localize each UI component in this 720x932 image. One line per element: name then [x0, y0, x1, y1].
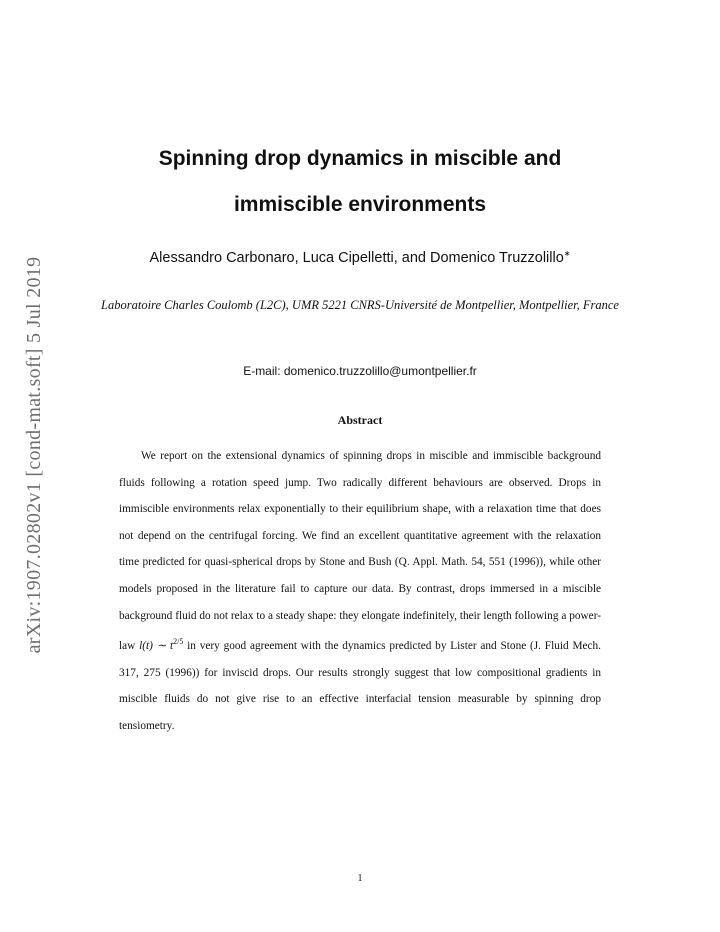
abstract-part-2: in very good agreement with the dynamics predicted by Lister and Stone (J. Fluid Mech. 317, 275 (1996)) for inviscid drops. Our results strongly suggest that low compositional gradients in miscible fluids do not give rise to an effective interfacial tension measurable by spinning drop tensiometry. [119, 639, 601, 732]
paper-title: Spinning drop dynamics in miscible and immiscible environments [158, 147, 562, 216]
arxiv-identifier-stamp: arXiv:1907.02802v1 [cond-mat.soft] 5 Jul 2019 [23, 256, 45, 654]
author-list [100, 249, 620, 266]
affiliation: Laboratoire Charles Coulomb (L2C), UMR 5221 CNRS-Université de Montpellier, Montpellier, France [101, 298, 619, 312]
author-names: Alessandro Carbonaro, Luca Cipelletti, and Domenico Truzzolillo [149, 249, 564, 266]
corresponding-email: E-mail: domenico.truzzolillo@umontpellier.fr [243, 364, 477, 378]
page-number: 1 [357, 873, 363, 884]
abstract-part-1: We report on the extensional dynamics of spinning drops in miscible and immiscible background fluids following a rotation speed jump. Two radically different behaviours are observed. Drops in immiscible environments relax exponentially to their equilibrium shape, with a relaxation time that does not depend on the centrifugal forcing. We find an excellent quantitative agreement with the relaxation time predicted for quasi-spherical drops by Stone and Bush (Q. Appl. Math. 54, 551 (1996)), while other models proposed in the literature fail to capture our data. By contrast, drops immersed in a miscible background fluid do not relax to a steady shape: they elongate indefinitely, their length following a power-law [119, 450, 601, 652]
abstract-heading: Abstract [337, 413, 383, 427]
corresponding-author-mark: ∗ [563, 249, 571, 258]
abstract-text [119, 443, 601, 739]
power-law-formula: l(t) ∼ t [139, 639, 174, 652]
power-law-exponent: 2/5 [173, 637, 184, 647]
